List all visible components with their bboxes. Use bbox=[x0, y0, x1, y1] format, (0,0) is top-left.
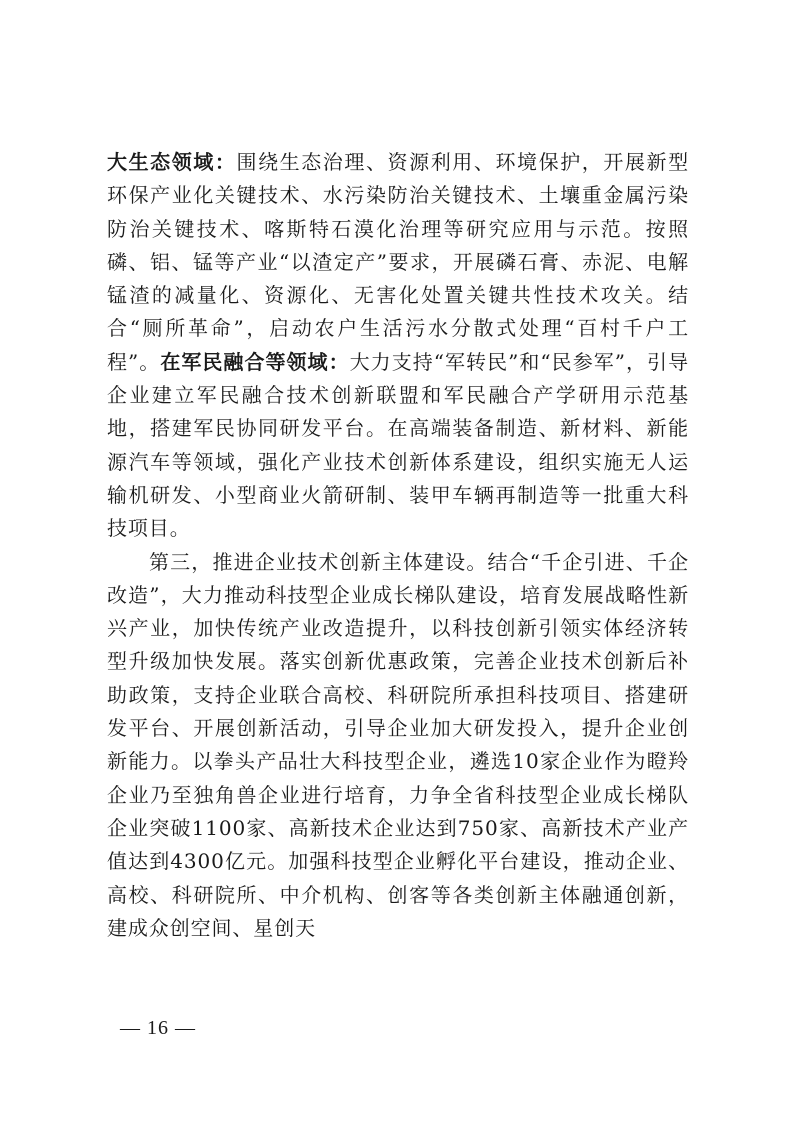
document-body bbox=[107, 146, 689, 945]
paragraph-enterprise-innovation: 第三，推进企业技术创新主体建设。结合“千企引进、千企改造”，大力推动科技型企业成长梯队建设，培育发展战略性新兴产业，加快传统产业改造提升，以科技创新引领实体经济转型升级加快发展。落实创新优惠政策，完善企业技术创新后补助政策，支持企业联合高校、科研院所承担科技项目、搭建研发平台、开展创新活动，引导企业加大研发投入，提升企业创新能力。以拳头产品壮大科技型企业，遴选10家企业作为瞪羚企业乃至独角兽企业进行培育，力争全省科技型企业成长梯队企业突破1100家、高新技术企业达到750家、高新技术产业产值达到4300亿元。加强科技型企业孵化平台建设，推动企业、高校、科研院所、中介机构、创客等各类创新主体融通创新，建成众创空间、星创天 bbox=[107, 549, 689, 940]
ecology-text: 围绕生态治理、资源利用、环境保护，开展新型环保产业化关键技术、水污染防治关键技术、土壤重金属污染防治关键技术、喀斯特石漠化治理等研究应用与示范。按照磷、铝、锰等产业“以渣定产”要求，开展磷石膏、赤泥、电解锰渣的减量化、资源化、无害化处置关键共性技术攻关。结合“厕所革命”，启动农户生活污水分散式处理“百村千户工程”。 bbox=[107, 150, 689, 374]
section-heading-military: 在军民融合等领域： bbox=[160, 349, 350, 374]
page-number: — 16 — bbox=[120, 1017, 196, 1039]
military-text: 大力支持“军转民”和“民参军”，引导企业建立军民融合技术创新联盟和军民融合产学研用示范基地，搭建军民协同研发平台。在高端装备制造、新材料、新能源汽车等领域，强化产业技术创新体系建设，组织实施无人运输机研发、小型商业火箭研制、装甲车辆再制造等一批重大科技项目。 bbox=[107, 349, 689, 541]
section-heading-ecology: 大生态领域： bbox=[107, 150, 237, 174]
paragraph-ecology-military bbox=[107, 146, 689, 546]
